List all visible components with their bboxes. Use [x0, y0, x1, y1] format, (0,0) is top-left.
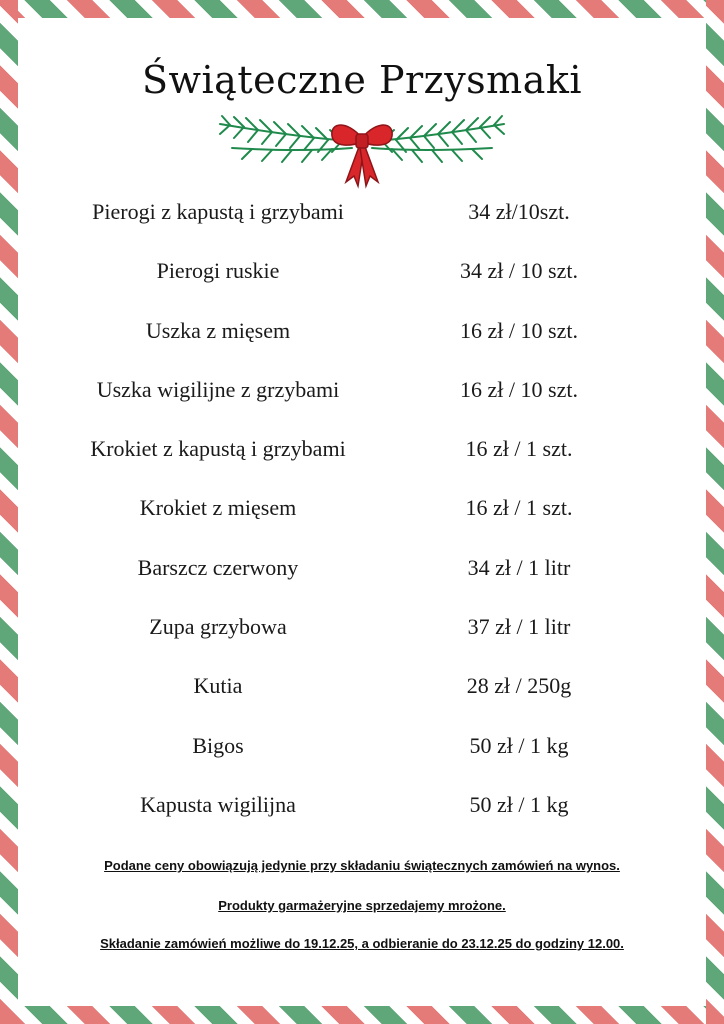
note-frozen-products: Produkty garmażeryjne sprzedajemy mrożone. [218, 898, 506, 913]
menu-item-name: Bigos [192, 732, 244, 758]
pine-garland-with-bow-icon [212, 112, 512, 192]
page-title: Świąteczne Przysmaki [141, 58, 583, 102]
menu-item-price: 50 zł / 1 kg [469, 732, 569, 758]
menu-item-name: Kutia [193, 673, 243, 699]
menu-item-price: 34 zł / 10 szt. [460, 258, 578, 284]
menu-item-name: Krokiet z kapustą i grzybami [90, 436, 346, 462]
menu-item [0, 373, 724, 432]
menu-item [0, 729, 724, 788]
note-takeaway-prices: Podane ceny obowiązują jedynie przy składaniu świątecznych zamówień na wynos. [104, 858, 620, 873]
menu-item [0, 610, 724, 669]
menu-item-name: Pierogi ruskie [156, 258, 280, 284]
menu-item-price: 50 zł / 1 kg [469, 791, 569, 817]
menu-item-price: 37 zł / 1 litr [467, 614, 571, 640]
menu-item [0, 314, 724, 373]
menu-item-price: 16 zł / 10 szt. [460, 317, 578, 343]
airmail-border-bottom [0, 1006, 724, 1024]
menu-item [0, 788, 724, 847]
menu-item-price: 28 zł / 250g [466, 673, 572, 699]
menu-item [0, 669, 724, 728]
airmail-border-top [0, 0, 724, 18]
menu-item [0, 195, 724, 254]
menu-item-price: 16 zł / 1 szt. [465, 436, 573, 462]
menu-item [0, 432, 724, 491]
menu-item-name: Uszka wigilijne z grzybami [96, 376, 340, 402]
menu-item-price: 16 zł / 10 szt. [460, 376, 578, 402]
menu-item [0, 551, 724, 610]
menu-list [0, 195, 724, 847]
menu-item-name: Uszka z mięsem [145, 317, 291, 343]
menu-item-name: Pierogi z kapustą i grzybami [92, 199, 344, 224]
menu-item-price: 16 zł / 1 szt. [465, 495, 573, 521]
menu-item [0, 254, 724, 313]
menu-item-name: Zupa grzybowa [149, 614, 287, 640]
note-order-deadline: Składanie zamówień możliwe do 19.12.25, a odbieranie do 23.12.25 do godziny 12.00. [100, 936, 624, 951]
menu-item-name: Barszcz czerwony [137, 554, 299, 580]
menu-item-name: Krokiet z mięsem [139, 495, 297, 521]
menu-item-price: 34 zł / 1 litr [467, 554, 571, 580]
menu-item-name: Kapusta wigilijna [140, 791, 296, 817]
menu-item-price: 34 zł/10szt. [468, 199, 570, 224]
menu-item [0, 491, 724, 550]
